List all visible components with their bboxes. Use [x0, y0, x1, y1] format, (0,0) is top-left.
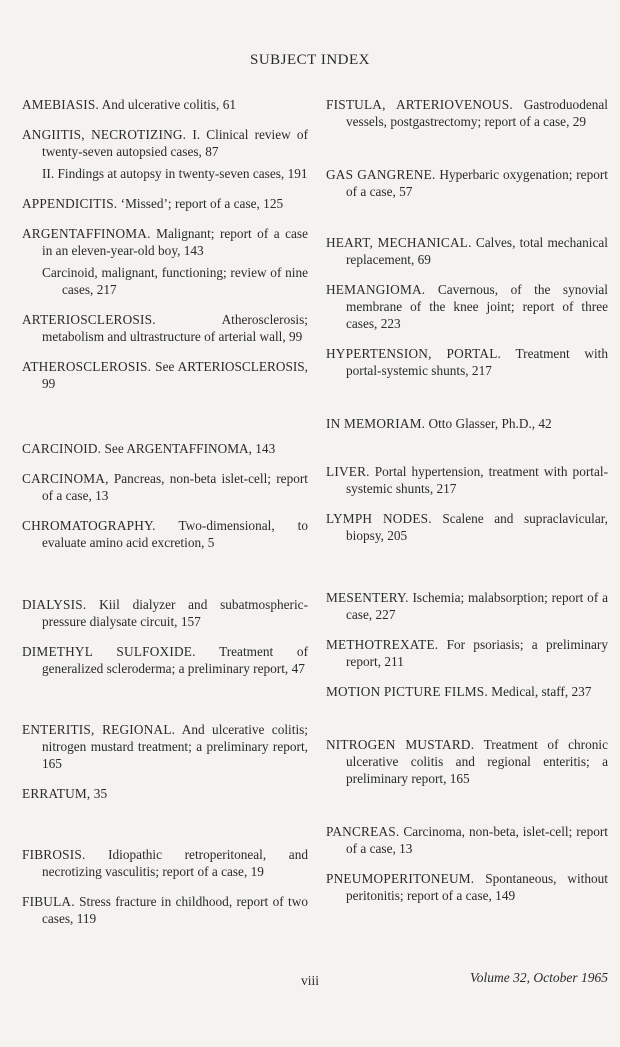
entry-text: And ulcerative colitis; nitrogen mustard treatment; a preliminary report, 165 — [42, 722, 309, 771]
entry-text: Treatment with portal-systemic shunts, 217 — [346, 346, 608, 378]
index-entry — [326, 234, 608, 268]
entry-text: Medical, staff, 237 — [487, 684, 592, 699]
entry-text: Treatment of chronic ulcerative colitis and regional enteritis; a preliminary report, 165 — [346, 737, 608, 786]
entry-heading: ANGIITIS, NECROTIZING. — [22, 127, 187, 142]
entry-text: Kiil dialyzer and subatmospheric-pressure dialysate circuit, 157 — [42, 597, 308, 629]
volume-label: Volume 32, October 1965 — [470, 970, 608, 985]
entry-text: Stress fracture in childhood, report of two cases, 119 — [42, 894, 308, 926]
entry-heading: LIVER. — [326, 464, 370, 479]
entry-heading: DIALYSIS. — [22, 597, 87, 612]
entry-heading: DIMETHYL SULFOXIDE. — [22, 644, 196, 659]
entry-text: Ischemia; malabsorption; report of a case, 227 — [346, 590, 608, 622]
entry-text: 35 — [90, 786, 108, 801]
entry-text: ‘Missed’; report of a case, 125 — [117, 196, 284, 211]
entry-heading: HEMANGIOMA. — [326, 282, 426, 297]
index-subentry — [42, 165, 308, 182]
index-entry — [22, 785, 308, 802]
entry-text: Gastroduodenal vessels, postgastrectomy; report of a case, 29 — [346, 97, 608, 129]
entry-text: For psoriasis; a preliminary report, 211 — [346, 637, 608, 669]
entry-text: Idiopathic retroperitoneal, and necrotizing vasculitis; report of a case, 19 — [42, 847, 308, 879]
entry-text: See ARTERIOSCLEROSIS, 99 — [42, 359, 308, 391]
index-entry — [326, 589, 608, 623]
index-entry — [326, 463, 608, 497]
entry-heading: MOTION PICTURE FILMS. — [326, 684, 488, 699]
index-entry — [22, 517, 308, 551]
entry-heading: ERRATUM, — [22, 786, 91, 801]
entry-heading: ENTERITIS, REGIONAL. — [22, 722, 176, 737]
entry-heading: APPENDICITIS. — [22, 196, 118, 211]
index-entry — [22, 846, 308, 880]
entry-heading: CARCINOID. — [22, 441, 102, 456]
entry-text: Two-dimensional, to evaluate amino acid excretion, 5 — [42, 518, 308, 550]
entry-heading: FIBULA. — [22, 894, 75, 909]
entry-heading: ARGENTAFFINOMA. — [22, 226, 151, 241]
index-entry — [22, 596, 308, 630]
entry-heading: FISTULA, ARTERIOVENOUS. — [326, 97, 513, 112]
index-entry — [326, 683, 608, 700]
entry-text: I. Clinical review of twenty-seven autopsied cases, 87 — [42, 127, 308, 159]
entry-text: Spontaneous, without peritonitis; report of a case, 149 — [346, 871, 608, 903]
page-number: viii — [300, 973, 319, 988]
entry-heading: LYMPH NODES. — [326, 511, 432, 526]
index-entry — [326, 345, 608, 379]
index-entry — [326, 510, 608, 544]
entry-text: Pancreas, non-beta islet-cell; report of a case, 13 — [42, 471, 308, 503]
index-column-right — [326, 96, 608, 904]
index-subentry — [42, 264, 308, 298]
entry-text: Hyperbaric oxygenation; report of a case, 57 — [346, 167, 608, 199]
entry-text: Carcinoma, non-beta, islet-cell; report of a case, 13 — [346, 824, 608, 856]
entry-text: Scalene and supraclavicular, biopsy, 205 — [346, 511, 608, 543]
index-entry — [22, 225, 308, 259]
index-entry — [326, 415, 608, 432]
entry-text: Atherosclerosis; metabolism and ultrastructure of arterial wall, 99 — [42, 312, 308, 344]
entry-text: Portal hypertension, treatment with portal-systemic shunts, 217 — [346, 464, 608, 496]
entry-heading: ARTERIOSCLEROSIS. — [22, 312, 156, 327]
index-entry — [326, 96, 608, 130]
index-entry — [326, 636, 608, 670]
index-entry — [22, 721, 308, 772]
entry-heading: AMEBIASIS. — [22, 97, 99, 112]
index-entry — [22, 126, 308, 160]
entry-text: And ulcerative colitis, 61 — [99, 97, 237, 112]
page-title: SUBJECT INDEX — [250, 52, 370, 68]
entry-text: Cavernous, of the synovial membrane of the knee joint; report of three cases, 223 — [346, 282, 608, 331]
index-entry — [22, 311, 308, 345]
index-entry — [326, 823, 608, 857]
entry-heading: ATHEROSCLEROSIS. — [22, 359, 152, 374]
index-entry — [326, 736, 608, 787]
entry-heading: NITROGEN MUSTARD. — [326, 737, 475, 752]
entry-heading: CARCINOMA, — [22, 471, 109, 486]
entry-text: Treatment of generalized scleroderma; a preliminary report, 47 — [42, 644, 308, 676]
entry-text: See ARGENTAFFINOMA, 143 — [101, 441, 276, 456]
index-entry — [326, 281, 608, 332]
entry-heading: HYPERTENSION, PORTAL. — [326, 346, 502, 361]
entry-heading: IN MEMORIAM. — [326, 416, 426, 431]
entry-text: Malignant; report of a case in an eleven-year-old boy, 143 — [42, 226, 308, 258]
entry-heading: PNEUMOPERITONEUM. — [326, 871, 475, 886]
index-entry — [22, 470, 308, 504]
index-entry — [22, 358, 308, 392]
entry-text: Carcinoid, malignant, functioning; review of nine cases, 217 — [42, 265, 308, 297]
entry-text: II. Findings at autopsy in twenty-seven cases, 191 — [42, 166, 308, 181]
entry-heading: CHROMATOGRAPHY. — [22, 518, 156, 533]
entry-heading: MESENTERY. — [326, 590, 409, 605]
entry-text: Calves, total mechanical replacement, 69 — [346, 235, 608, 267]
entry-heading: HEART, MECHANICAL. — [326, 235, 472, 250]
index-entry — [326, 166, 608, 200]
entry-heading: GAS GANGRENE. — [326, 167, 436, 182]
entry-text: Otto Glasser, Ph.D., 42 — [425, 416, 552, 431]
index-entry — [22, 96, 308, 113]
index-entry — [22, 195, 308, 212]
index-column-left — [22, 96, 308, 927]
entry-heading: METHOTREXATE. — [326, 637, 439, 652]
entry-heading: FIBROSIS. — [22, 847, 86, 862]
index-entry — [22, 643, 308, 677]
index-entry — [326, 870, 608, 904]
index-entry — [22, 893, 308, 927]
index-entry — [22, 440, 308, 457]
entry-heading: PANCREAS. — [326, 824, 400, 839]
